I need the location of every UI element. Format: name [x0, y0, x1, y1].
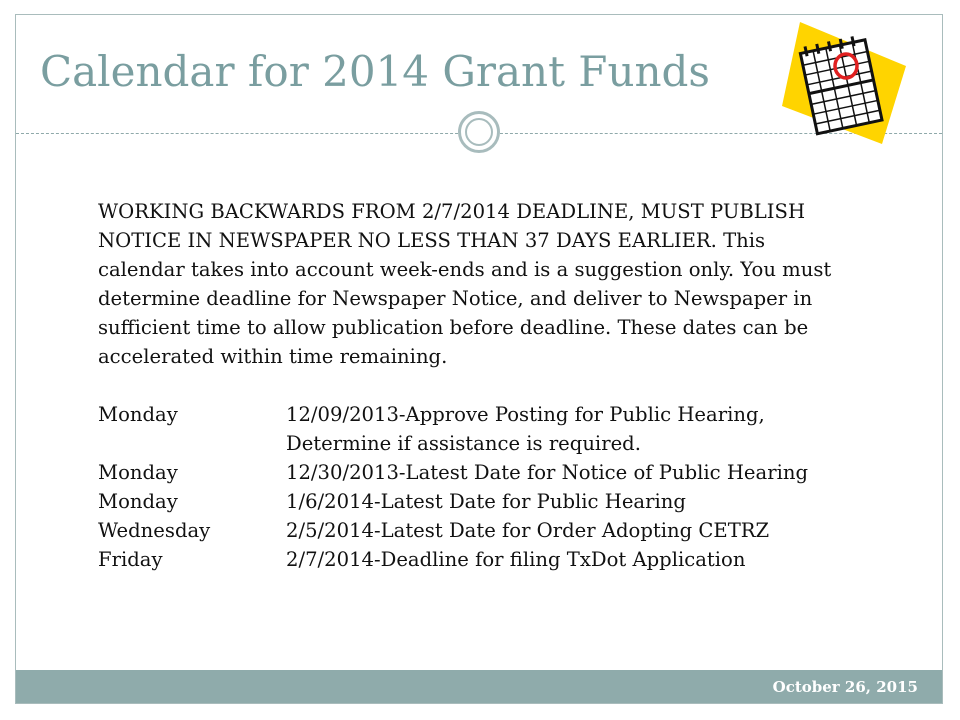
footer-bar: [16, 670, 942, 703]
schedule-detail: [286, 458, 808, 487]
schedule-detail-line: 2/7/2014-Deadline for filing TxDot Application: [286, 548, 746, 571]
ring-ornament-icon: [458, 111, 500, 153]
schedule-detail-line: 12/30/2013-Latest Date for Notice of Public Hearing: [286, 461, 808, 484]
schedule-detail: [286, 400, 765, 458]
intro-line: WORKING BACKWARDS FROM 2/7/2014 DEADLINE, MUST PUBLISH: [98, 200, 806, 223]
intro-line: accelerated within time remaining.: [98, 345, 448, 368]
footer-date: October 26, 2015: [772, 678, 918, 696]
schedule-detail-line: Determine if assistance is required.: [286, 432, 641, 455]
schedule-list: [98, 400, 898, 574]
schedule-row: [98, 458, 898, 487]
schedule-row: [98, 516, 898, 545]
intro-line: sufficient time to allow publication before deadline. These dates can be: [98, 316, 809, 339]
schedule-day: Monday: [98, 461, 178, 484]
schedule-day: Friday: [98, 548, 163, 571]
schedule-day: Monday: [98, 490, 178, 513]
intro-line: determine deadline for Newspaper Notice, and deliver to Newspaper in: [98, 287, 813, 310]
intro-line: NOTICE IN NEWSPAPER NO LESS THAN 37 DAYS EARLIER. This: [98, 229, 766, 252]
schedule-detail-line: 12/09/2013-Approve Posting for Public Hearing,: [286, 403, 765, 426]
body-text: [98, 197, 898, 574]
schedule-day: Wednesday: [98, 519, 211, 542]
slide-title: Calendar for 2014 Grant Funds: [40, 47, 710, 96]
calendar-icon: [778, 18, 910, 148]
ring-inner: [465, 118, 493, 146]
intro-line: calendar takes into account week-ends and is a suggestion only. You must: [98, 258, 832, 281]
schedule-row: [98, 487, 898, 516]
schedule-day: Monday: [98, 403, 178, 426]
schedule-detail-line: 2/5/2014-Latest Date for Order Adopting CETRZ: [286, 519, 770, 542]
schedule-row: [98, 400, 898, 458]
schedule-detail-line: 1/6/2014-Latest Date for Public Hearing: [286, 490, 686, 513]
schedule-detail: [286, 487, 686, 516]
intro-paragraph: [98, 197, 898, 371]
schedule-detail: [286, 516, 769, 545]
schedule-row: [98, 545, 898, 574]
schedule-detail: [286, 545, 745, 574]
